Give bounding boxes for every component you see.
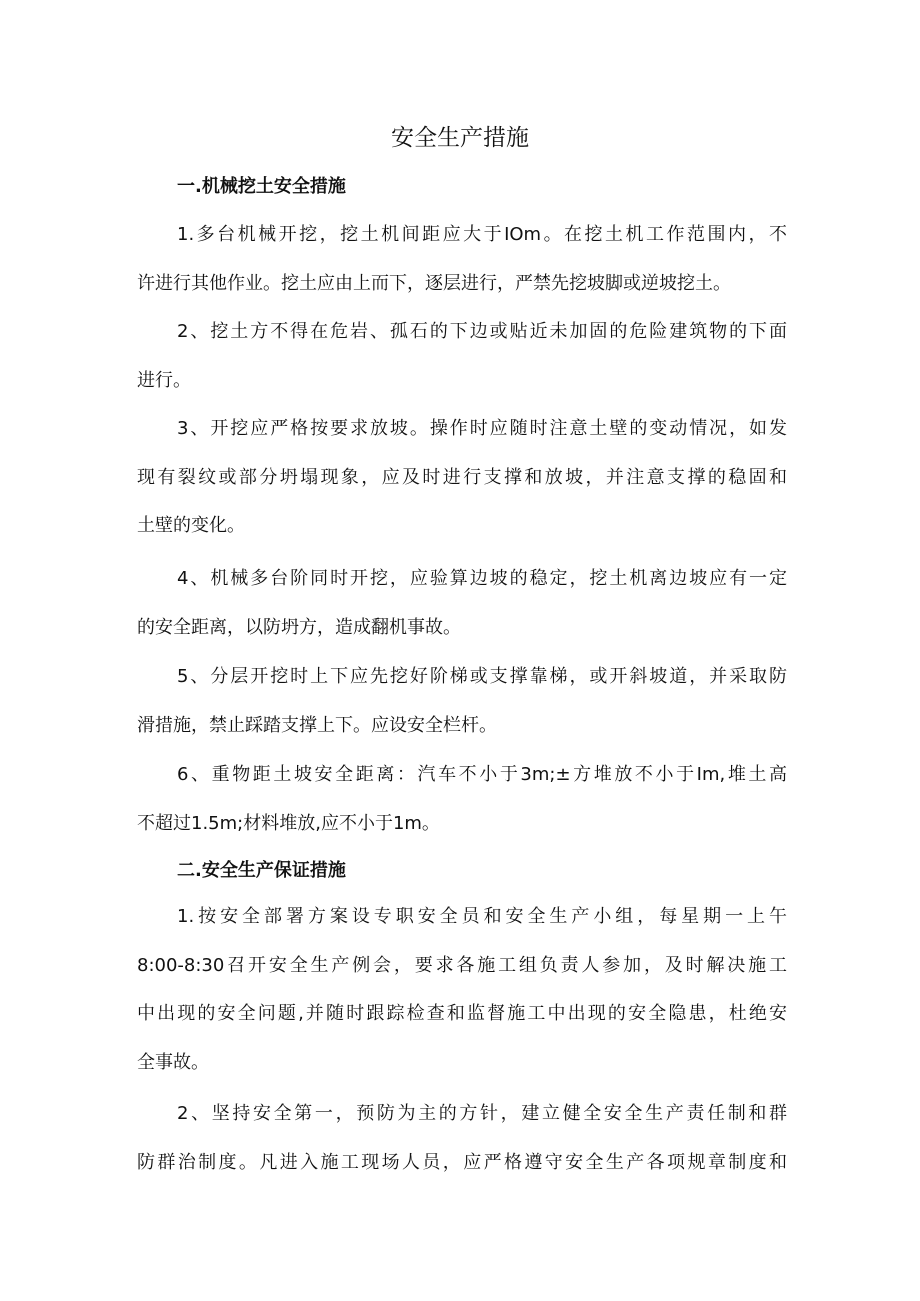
paragraph-line: 4、机械多台阶同时开挖，应验算边坡的稳定，挖土机离边坡应有一定 — [177, 568, 787, 589]
paragraph-line: 土壁的变化。 — [137, 515, 245, 536]
paragraph-line: 2、坚持安全第一，预防为主的方针，建立健全安全生产责任制和群 — [177, 1103, 787, 1124]
paragraph-line: 8:00-8:30召开安全生产例会，要求各施工组负责人参加，及时解决施工 — [137, 954, 787, 976]
paragraph-1-2 — [137, 308, 787, 405]
paragraph-line: 许进行其他作业。挖土应由上而下，逐层进行，严禁先挖坡脚或逆坡挖土。 — [137, 272, 731, 294]
paragraph-line: 1.按安全部署方案设专职安全员和安全生产小组，每星期一上午 — [177, 906, 787, 927]
paragraph-1-5 — [137, 653, 787, 750]
paragraph-line: 的安全距离，以防坍方，造成翻机事故。 — [137, 616, 461, 638]
paragraph-line: 5、分层开挖时上下应先挖好阶梯或支撑靠梯，或开斜坡道，并采取防 — [177, 666, 787, 687]
paragraph-2-2 — [137, 1090, 787, 1187]
paragraph-line: 中出现的安全问题,并随时跟踪检查和监督施工中出现的安全隐患，杜绝安 — [137, 1003, 787, 1024]
paragraph-line: 全事故。 — [137, 1051, 209, 1073]
paragraph-1-1 — [137, 211, 787, 308]
paragraph-line: 6、重物距土坡安全距离：汽车不小于3m;±方堆放不小于Im,堆土高 — [177, 764, 787, 785]
paragraph-line: 3、开挖应严格按要求放坡。操作时应随时注意土壁的变动情况，如发 — [177, 418, 787, 439]
paragraph-1-4 — [137, 555, 787, 652]
paragraph-1-6 — [137, 751, 787, 848]
paragraph-line: 现有裂纹或部分坍塌现象，应及时进行支撑和放坡，并注意支撑的稳固和 — [137, 466, 787, 488]
section-heading-safety-assurance: 二.安全生产保证措施 — [177, 860, 346, 881]
paragraph-line: 防群治制度。凡进入施工现场人员，应严格遵守安全生产各项规章制度和 — [137, 1151, 787, 1173]
paragraph-line: 进行。 — [137, 369, 191, 391]
paragraph-line: 滑措施，禁止踩踏支撑上下。应设安全栏杆。 — [137, 714, 497, 736]
paragraph-2-1 — [137, 893, 787, 1087]
paragraph-line: 1.多台机械开挖，挖土机间距应大于IOm。在挖土机工作范围内，不 — [177, 224, 787, 245]
paragraph-line: 2、挖土方不得在危岩、孤石的下边或贴近未加固的危险建筑物的下面 — [177, 321, 787, 342]
section-heading-mechanical-excavation: 一.机械挖土安全措施 — [177, 176, 346, 197]
page-title: 安全生产措施 — [391, 125, 529, 151]
paragraph-1-3 — [137, 405, 787, 551]
paragraph-line: 不超过1.5m;材料堆放,应不小于1m。 — [137, 812, 440, 834]
